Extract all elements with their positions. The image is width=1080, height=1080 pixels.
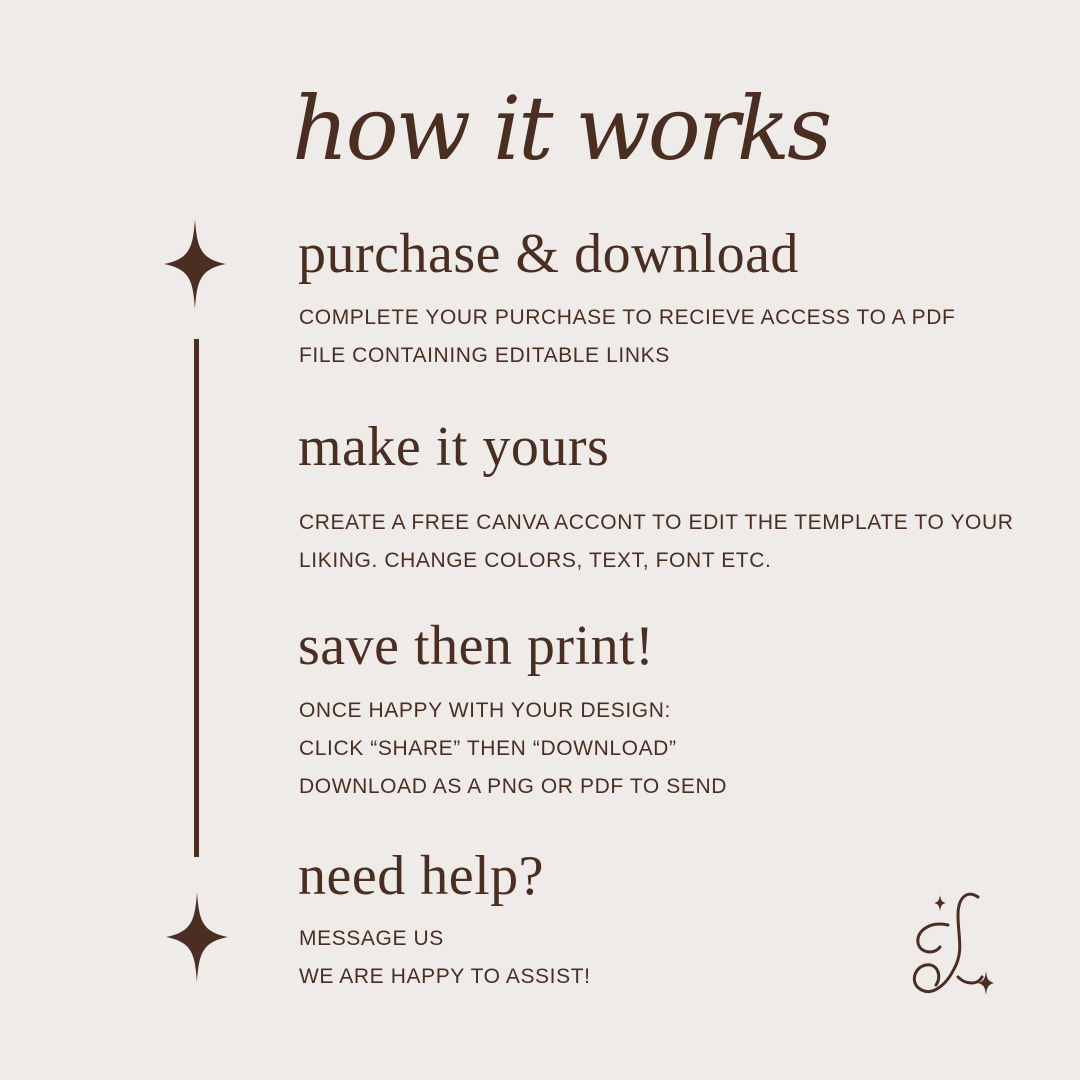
script-monogram-logo xyxy=(900,885,1000,1010)
section-body-line: CREATE A FREE CANVA ACCONT TO EDIT THE TEMPLATE TO YOUR xyxy=(299,511,1014,534)
section-body xyxy=(299,920,591,996)
section-body xyxy=(299,692,727,806)
section-body xyxy=(299,504,1014,580)
section-body-line: DOWNLOAD AS A PNG OR PDF TO SEND xyxy=(299,775,728,798)
section-body-line: ONCE HAPPY WITH YOUR DESIGN: xyxy=(299,699,671,722)
sparkle-icon-bottom xyxy=(166,892,228,982)
section-body-line: WE ARE HAPPY TO ASSIST! xyxy=(299,965,591,988)
section-heading: need help? xyxy=(298,845,544,907)
section-heading: purchase & download xyxy=(298,223,799,285)
section-body-line: CLICK “SHARE” THEN “DOWNLOAD” xyxy=(299,737,677,760)
timeline-line xyxy=(194,339,199,857)
page-title: how it works xyxy=(292,77,830,180)
section-body-line: MESSAGE US xyxy=(299,927,444,950)
section-body-line: LIKING. CHANGE COLORS, TEXT, FONT ETC. xyxy=(299,549,772,572)
section-body-line: FILE CONTAINING EDITABLE LINKS xyxy=(299,344,670,367)
section-heading: make it yours xyxy=(298,416,610,478)
sparkle-icon-top xyxy=(164,219,226,309)
section-body xyxy=(299,299,955,375)
section-body-line: COMPLETE YOUR PURCHASE TO RECIEVE ACCESS TO A PDF xyxy=(299,306,956,329)
section-heading: save then print! xyxy=(298,615,655,677)
